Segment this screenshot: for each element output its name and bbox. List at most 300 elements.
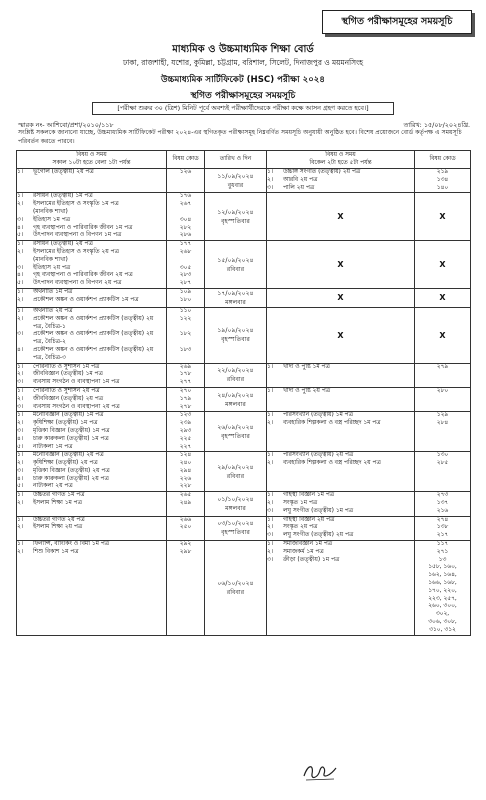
subject-number: ১। xyxy=(17,193,23,200)
subject-name: ইতিহাস ২য় পত্র xyxy=(33,264,71,271)
date-value: ২৯/০৯/২০২৪ xyxy=(217,463,254,471)
no-exam-mark: X xyxy=(415,241,471,289)
subject-name: চারু কারুকলা (তত্ত্বীয়) ১ম পত্র xyxy=(33,435,109,442)
subject-code xyxy=(167,324,204,332)
subject-name: আরবি ২য় পত্র xyxy=(283,176,318,183)
date-value: ০৬/১০/২০২৪ xyxy=(217,579,254,587)
memo-date: তারিখ: ১৫/০৮/২০২৪খ্রি. xyxy=(403,121,470,129)
subject-code: ২৩৯ xyxy=(179,420,192,427)
subject-number: ৩। xyxy=(17,427,23,434)
schedule-body xyxy=(17,169,471,636)
subject-line xyxy=(17,452,166,460)
subject-line xyxy=(17,371,166,379)
morning-codes xyxy=(167,241,205,289)
subject-code: ১৫৮, ১৬০, xyxy=(428,564,457,571)
afternoon-codes xyxy=(415,169,471,193)
subject-name: চারু কারুকলা (তত্ত্বীয়) ২য় পত্র xyxy=(33,475,109,482)
subject-code: ১১৭ xyxy=(436,541,449,548)
subject-number: ১। xyxy=(267,363,273,370)
morning-codes xyxy=(167,452,205,492)
table-row xyxy=(17,452,471,492)
subject-line xyxy=(17,436,166,444)
subject-line xyxy=(17,404,166,412)
date-value: ১১/০৯/২০২৪ xyxy=(217,172,254,180)
subject-code: ১৩৮ xyxy=(436,524,449,531)
subject-number: ২। xyxy=(267,500,273,507)
signature xyxy=(300,758,340,784)
subject-number: ২। xyxy=(17,371,23,378)
subject-line xyxy=(267,532,414,540)
subject-line xyxy=(267,517,414,525)
subject-line xyxy=(17,355,166,363)
subject-name: উচ্চতর গণিত ১ম পত্র xyxy=(33,492,85,499)
subject-code: ১০৯ xyxy=(179,288,192,295)
subject-name: অর্থনীতি ২য় পত্র xyxy=(33,307,73,314)
subject-code: ১৭৬ xyxy=(179,193,192,200)
subject-number: ২। xyxy=(17,500,23,507)
subject-name: মনোবিজ্ঞান (তত্ত্বীয়) ২য় পত্র xyxy=(33,452,104,459)
header-code-afternoon: বিষয় কোড xyxy=(415,151,471,169)
afternoon-subjects xyxy=(267,541,415,636)
subject-name: প্রকৌশল অঙ্কন ও ওয়ার্কশপ প্র্যাকটিস (তত্ত্বীয়) ২য় xyxy=(33,346,154,353)
subject-line xyxy=(17,483,166,491)
subject-name: নাট্যকলা ২য় পত্র xyxy=(33,483,73,490)
afternoon-subjects xyxy=(267,387,415,411)
subject-code: ২৭৭ xyxy=(179,379,192,386)
subject-line xyxy=(17,468,166,476)
subject-number: ৩। xyxy=(17,379,23,386)
exam-date xyxy=(205,452,267,492)
subject-code: ১৮২ xyxy=(179,331,192,338)
subject-number: ২। xyxy=(17,460,23,467)
subject-code: ৩০৬, ৩০৮, xyxy=(428,619,457,626)
subject-code: ২২৮ xyxy=(179,483,192,490)
subject-name: প্রকৌশল অঙ্কন ও ওয়ার্কশপ প্র্যাকটিস ১ম পত্র xyxy=(33,296,139,303)
subject-line xyxy=(17,412,166,420)
subject-name: পরিসংখ্যান (তত্ত্বীয়) ২য় পত্র xyxy=(283,452,354,459)
subject-line xyxy=(267,541,414,549)
subject-number: ২। xyxy=(267,524,273,531)
subject-name: সমাজকর্ম ১ম পত্র xyxy=(283,548,324,555)
subject-line xyxy=(17,169,166,177)
date-value: ২২/০৯/২০২৪ xyxy=(217,367,254,375)
subject-name: (মানবিক শাখা) xyxy=(33,208,68,215)
subject-code: ১২৬ xyxy=(179,169,192,175)
subject-name: গার্হস্থ্য বিজ্ঞান ২য় পত্র xyxy=(283,516,335,523)
subject-line xyxy=(17,217,166,225)
subject-line xyxy=(17,280,166,288)
table-row xyxy=(17,541,471,636)
subject-line xyxy=(17,249,166,257)
date-value: ০৩/১০/২০২৪ xyxy=(217,520,254,528)
subject-number: ৩। xyxy=(267,556,273,563)
subject-line xyxy=(267,452,414,460)
subject-line xyxy=(17,420,166,428)
morning-subjects xyxy=(17,241,167,289)
subject-code: ২৯২ xyxy=(179,541,192,548)
subject-name: ইসলাম শিক্ষা ২য় পত্র xyxy=(33,524,83,531)
subject-code: ১৩ xyxy=(438,556,447,563)
morning-codes xyxy=(167,193,205,241)
subject-line xyxy=(17,492,166,500)
subject-number: ৩। xyxy=(267,184,273,191)
afternoon-codes xyxy=(415,452,471,492)
exam-date xyxy=(205,387,267,411)
subject-line xyxy=(17,524,166,532)
table-header-row xyxy=(17,151,471,169)
subject-number: ১। xyxy=(17,387,23,394)
subject-number: ১। xyxy=(17,169,23,175)
subject-number: ১। xyxy=(267,387,273,394)
subject-name: পৌরনীতি ও সুশাসন ১ম পত্র xyxy=(33,363,100,370)
subject-number: ১। xyxy=(17,541,23,548)
subject-code: ২১৬ xyxy=(436,507,449,514)
subject-code: ২২৬ xyxy=(179,475,192,482)
subject-code: ১৩০ xyxy=(436,452,449,459)
subject-name: রসায়ন (তত্ত্বীয়) ২য় পত্র xyxy=(33,241,93,248)
header-date: তারিখ ও দিন xyxy=(205,151,267,169)
subject-code: ২৮০ xyxy=(436,387,449,394)
subject-code: ২৮৭ xyxy=(179,280,192,287)
subject-number: ২। xyxy=(17,296,23,303)
subject-name: উৎপাদন ব্যবস্থাপনা ও বিপণন ২য় পত্র xyxy=(33,280,122,287)
exam-date xyxy=(205,541,267,636)
subject-name: প্রকৌশল অঙ্কন ও ওয়ার্কশপ প্র্যাকটিস (তত্ত্বীয়) ২য় xyxy=(33,315,154,322)
morning-codes xyxy=(167,288,205,307)
subject-name: সমাজবিজ্ঞান ১ম পত্র xyxy=(283,541,333,548)
table-row xyxy=(17,492,471,516)
subject-code: ২৬৫ xyxy=(179,492,192,499)
subject-code: ২৯৩ xyxy=(179,427,192,434)
date-value: ১৯/০৯/২০২৪ xyxy=(217,327,254,335)
subject-name: শিশু বিকাশ ১ম পত্র xyxy=(33,548,79,555)
subject-number: ১। xyxy=(267,412,273,419)
no-exam-mark: X xyxy=(415,307,471,363)
subject-code: ২৬৬ xyxy=(179,516,192,523)
subject-name: খাদ্য ও পুষ্টি ২য় পত্র xyxy=(283,387,331,394)
subject-name: ইসলামের ইতিহাস ও সংস্কৃতি ১ম পত্র xyxy=(33,201,119,208)
date-value: ১২/০৯/২০২৪ xyxy=(217,208,254,216)
subject-name: ব্যবসায় সংগঠন ও ব্যবস্থাপনা ২য় পত্র xyxy=(33,403,120,410)
subject-name: লঘু সংগীত (তত্ত্বীয়) ১ম পত্র xyxy=(283,507,354,514)
exam-date xyxy=(205,363,267,387)
subject-code xyxy=(167,339,204,347)
afternoon-subjects xyxy=(267,452,415,492)
exam-date xyxy=(205,169,267,193)
subject-code: ২৭৮ xyxy=(179,403,192,410)
subject-name: অর্থনীতি ১ম পত্র xyxy=(33,288,73,295)
subject-number: ৩। xyxy=(17,331,23,338)
subject-code: ২৫০ xyxy=(179,524,192,531)
day-value: রবিবার xyxy=(226,376,245,384)
boards-list: ঢাকা, রাজশাহী, যশোর, কুমিল্লা, চট্টগ্রাম, বরিশাল, সিলেট, দিনাজপুর ও ময়মনসিংহ xyxy=(122,58,364,67)
subject-number: ৪। xyxy=(17,435,23,442)
exam-date xyxy=(205,492,267,516)
table-row xyxy=(17,307,471,363)
subject-number: ২। xyxy=(17,315,23,322)
subject-code: ১২৯ xyxy=(436,412,449,419)
subject-number: ১। xyxy=(267,169,273,175)
subject-name: মৃত্তিকা বিজ্ঞান (তত্ত্বীয়) ২য় পত্র xyxy=(33,467,110,474)
subject-name: রসায়ন (তত্ত্বীয়) ১ম পত্র xyxy=(33,193,93,200)
exam-name: উচ্চমাধ্যমিক সার্টিফিকেট (HSC) পরীক্ষা ২০২৪ xyxy=(161,75,325,85)
intro-paragraph: সংশ্লিষ্ট সকলকে জানানো যাচ্ছে, উচ্চমাধ্যমিক সার্টিফিকেট পরীক্ষা ২০২৪-এর স্থগিতকৃত পরীক্ষাসমূহ নিম্নবর্ণিত সময়সূচি অনুযায়ী অনুষ্ঠিত হবে। বিশেষ প্রয়োজনে বোর্ড কর্তৃপক্ষ এ সময়সূচি পরিবর্তন করতে পারবে। xyxy=(18,129,462,145)
subject-code: ১৮৩ xyxy=(179,346,192,353)
day-value: বৃহস্পতিবার xyxy=(221,432,250,440)
subject-number: ৩। xyxy=(17,216,23,223)
subject-code: ১২৩ xyxy=(179,412,192,419)
subject-code: ২৮৩ xyxy=(179,272,192,279)
subject-code: ২৮২ xyxy=(179,224,192,231)
afternoon-codes xyxy=(415,363,471,387)
subject-number: ১। xyxy=(17,363,23,370)
subject-name: ফিন্যান্স, ব্যাংকিং ও বিমা ১ম পত্র xyxy=(33,541,110,548)
table-row xyxy=(17,169,471,193)
subject-code: ১৮০ xyxy=(179,296,192,303)
subject-code: ১২৪ xyxy=(179,452,192,459)
morning-codes xyxy=(167,492,205,516)
subject-number: ৫। xyxy=(17,443,23,450)
subject-number: ১। xyxy=(267,541,273,548)
subject-line xyxy=(17,549,166,557)
subject-line xyxy=(17,232,166,240)
afternoon-subjects xyxy=(267,492,415,516)
subject-code: ৩১০, ৩১২ xyxy=(429,626,456,633)
subject-number: ১। xyxy=(17,452,23,459)
table-row xyxy=(17,387,471,411)
subject-name: ব্যবহারিক শিল্পকলা ও বস্ত্র পরিচ্ছদ ১ম পত্র xyxy=(283,420,381,427)
board-name: মাধ্যমিক ও উচ্চমাধ্যমিক শিক্ষা বোর্ড xyxy=(172,44,314,55)
afternoon-codes xyxy=(415,387,471,411)
subject-number: ২। xyxy=(267,460,273,467)
subject-code: ১২২ xyxy=(179,315,192,322)
subject-code: ৩০৫ xyxy=(179,264,192,271)
morning-subjects xyxy=(17,452,167,492)
subject-code: ১৬৬, ১৬৮, xyxy=(428,580,457,587)
table-row xyxy=(17,288,471,307)
subject-name: মৃত্তিকা বিজ্ঞান (তত্ত্বীয়) ১ম পত্র xyxy=(33,427,110,434)
exam-date xyxy=(205,412,267,452)
header-morning-subject xyxy=(17,151,167,169)
day-value: রবিবার xyxy=(226,588,245,596)
subject-name: পত্র, বৈচিত্র-১ xyxy=(33,323,66,330)
subject-name: পত্র, বৈচিত্র-৩ xyxy=(33,354,66,361)
subject-code: ১৭০, ২২০, xyxy=(428,587,457,594)
date-value: ১৭/০৯/২০২৪ xyxy=(217,289,254,297)
day-value: মঙ্গলবার xyxy=(225,298,246,306)
subject-line xyxy=(267,169,414,177)
subject-name: লঘু সংগীত (তত্ত্বীয়) ২য় পত্র xyxy=(283,532,354,539)
day-value: বৃহস্পতিবার xyxy=(221,529,250,537)
subject-line xyxy=(267,364,414,372)
morning-codes xyxy=(167,169,205,193)
subject-number: ৩। xyxy=(267,532,273,539)
subject-name: উচ্চাঙ্গ সংগীত (তত্ত্বীয়) ২য় পত্র xyxy=(283,169,361,175)
subject-code: ২৭৯ xyxy=(436,363,449,370)
exam-date xyxy=(205,288,267,307)
schedule-table xyxy=(16,150,471,636)
day-value: মঙ্গলবার xyxy=(225,400,246,408)
day-value: বৃহস্পতিবার xyxy=(221,217,250,225)
subject-name: পত্র, বৈচিত্র-২ xyxy=(33,339,66,346)
no-exam-mark: X xyxy=(267,288,415,307)
exam-date xyxy=(205,193,267,241)
subject-code: ২২৫ xyxy=(179,435,192,442)
subject-name: প্রকৌশল অঙ্কন ও ওয়ার্কশপ প্র্যাকটিস (তত্ত্বীয়) ২য় xyxy=(33,331,154,338)
subject-line xyxy=(267,500,414,508)
afternoon-codes xyxy=(415,492,471,516)
subject-name: জীববিজ্ঞান (তত্ত্বীয়) ১ম পত্র xyxy=(33,371,103,378)
subject-number: ৫। xyxy=(17,483,23,490)
morning-subjects xyxy=(17,412,167,452)
subject-line xyxy=(267,492,414,500)
subject-code xyxy=(167,209,204,217)
exam-date xyxy=(205,307,267,363)
subject-code: ২৭০ xyxy=(179,387,192,394)
subject-name: গৃহ ব্যবস্থাপনা ও পারিবারিক জীবন ১ম পত্র xyxy=(33,224,133,231)
subject-code: ১৩৭ xyxy=(436,500,449,507)
subject-line xyxy=(17,379,166,387)
day-value: মঙ্গলবার xyxy=(225,504,246,512)
subject-name: ক্রীড়া (তত্ত্বীয়) ১ম পত্র xyxy=(283,556,340,563)
subject-name: পৌরনীতি ও সুশাসন ২য় পত্র xyxy=(33,387,100,394)
subject-line xyxy=(267,177,414,185)
table-row xyxy=(17,516,471,540)
subject-name: ব্যবসায় সংগঠন ও ব্যবস্থাপনা ১ম পত্র xyxy=(33,379,120,386)
day-value: বৃহস্পতিবার xyxy=(221,336,250,344)
subject-name: ইতিহাস ১ম পত্র xyxy=(33,216,71,223)
afternoon-subjects xyxy=(267,169,415,193)
schedule-title: স্থগিত পরীক্ষাসমূহের সময়সূচি xyxy=(190,91,296,101)
subject-number: ২। xyxy=(267,548,273,555)
subject-code: ৩০২, xyxy=(435,611,450,618)
subject-number: ২। xyxy=(17,548,23,555)
subject-code: ২৪০ xyxy=(179,460,192,467)
exam-date xyxy=(205,516,267,540)
subject-name: নাট্যকলা ১ম পত্র xyxy=(33,443,73,450)
subject-code: ১৩৪ xyxy=(436,176,449,183)
date-value: ১৫/০৯/২০২৪ xyxy=(217,256,254,264)
morning-codes xyxy=(167,412,205,452)
subject-line xyxy=(17,460,166,468)
subject-line xyxy=(17,396,166,404)
header-afternoon-time: বিকেল ২টা হতে ৫টা পর্যন্ত xyxy=(309,159,372,166)
subject-name: সংস্কৃত ১ম পত্র xyxy=(283,500,318,507)
day-value: রবিবার xyxy=(226,472,245,480)
subject-number: ৪। xyxy=(17,346,23,353)
subject-name: পরিসংখ্যান (তত্ত্বীয়) ১ম পত্র xyxy=(283,412,353,419)
subject-line xyxy=(267,460,414,468)
subject-code: ২৯৮ xyxy=(179,548,192,555)
header-morning-subject-label: বিষয় ও সময় xyxy=(76,152,107,158)
header-code: বিষয় কোড xyxy=(167,151,205,169)
morning-codes xyxy=(167,307,205,363)
subject-line xyxy=(17,347,166,355)
afternoon-subjects xyxy=(267,412,415,452)
morning-codes xyxy=(167,387,205,411)
subject-number: ৩। xyxy=(17,403,23,410)
subject-line xyxy=(17,428,166,436)
table-row xyxy=(17,241,471,289)
subject-line xyxy=(17,541,166,549)
subject-name: ইসলামের ইতিহাস ও সংস্কৃতি ২য় পত্র xyxy=(33,248,119,255)
subject-code xyxy=(167,355,204,363)
subject-code: ২১৯ xyxy=(436,169,449,175)
subject-code: ৩০৪ xyxy=(179,216,192,223)
subject-line xyxy=(17,241,166,249)
subject-number: ৫। xyxy=(17,232,23,239)
subject-code: ২২৩, ২৫৭, xyxy=(428,595,457,602)
exam-date xyxy=(205,241,267,289)
subject-line xyxy=(17,500,166,508)
subject-code: ২৭৪ xyxy=(436,516,449,523)
subject-number: ১। xyxy=(267,492,273,499)
subject-line xyxy=(17,388,166,396)
header-afternoon-subject xyxy=(267,151,415,169)
memo-number: স্মারক নং- আশিবো/প্রশা/২০১০/১১৮ xyxy=(18,121,114,129)
morning-subjects xyxy=(17,288,167,307)
afternoon-subjects xyxy=(267,363,415,387)
subject-name: মনোবিজ্ঞান (তত্ত্বীয়) ১ম পত্র xyxy=(33,412,104,419)
subject-code: ২২৭ xyxy=(179,443,192,450)
subject-number: ১। xyxy=(17,307,23,314)
no-exam-mark: X xyxy=(267,241,415,289)
subject-code: ২১৭ xyxy=(436,532,449,539)
subject-name: (মানবিক শাখা) xyxy=(33,256,68,263)
subject-line xyxy=(17,331,166,339)
subject-name: ইসলাম শিক্ষা ১ম পত্র xyxy=(33,500,83,507)
morning-subjects xyxy=(17,541,167,636)
subject-code: ২৪৯ xyxy=(179,500,192,507)
subject-number: ১। xyxy=(17,516,23,523)
subject-line xyxy=(17,289,166,297)
date-value: ০১/১০/২০২৪ xyxy=(217,495,254,503)
subject-line xyxy=(17,297,166,305)
subject-code: ১৭৯ xyxy=(179,395,192,402)
subject-line xyxy=(17,257,166,265)
subject-line xyxy=(267,388,414,396)
subject-number: ১। xyxy=(17,492,23,499)
date-value: ২৪/০৯/২০২৪ xyxy=(217,391,254,399)
subject-number: ২। xyxy=(267,420,273,427)
exam-notice: [পরীক্ষা শুরুর ৩০ (ত্রিশ) মিনিট পূর্বে অবশ্যই পরীক্ষার্থীদেরকে পরীক্ষা কক্ষে আসন গ্রহণ করতে হবে।] xyxy=(92,102,394,115)
subject-number: ১। xyxy=(267,452,273,459)
header-morning-time: সকাল ১০টা হতে বেলা ১টা পর্যন্ত xyxy=(52,159,131,166)
day-value: রবিবার xyxy=(226,265,245,273)
subject-line xyxy=(17,272,166,280)
subject-number: ৩। xyxy=(17,467,23,474)
subject-number: ৫। xyxy=(17,280,23,287)
schedule-title-box: স্থগিত পরীক্ষাসমূহের সময়সূচি xyxy=(322,10,472,34)
no-exam-mark: X xyxy=(415,193,471,241)
subject-line xyxy=(267,508,414,516)
subject-number: ৩। xyxy=(17,264,23,271)
subject-code: ২৯৪ xyxy=(179,467,192,474)
subject-name: খাদ্য ও পুষ্টি ১ম পত্র xyxy=(283,363,330,370)
morning-subjects xyxy=(17,307,167,363)
subject-name: সংস্কৃত ২য় পত্র xyxy=(283,524,318,531)
subject-code: ২৭৩ xyxy=(436,492,449,499)
subject-code: ১১০ xyxy=(179,307,192,314)
subject-code: ২৮৬ xyxy=(179,232,192,239)
subject-name: কৃষিশিক্ষা (তত্ত্বীয়) ২য় পত্র xyxy=(33,460,98,467)
subject-number: ৩। xyxy=(267,507,273,514)
no-exam-mark: X xyxy=(267,307,415,363)
date-value: ২৬/০৯/২০২৪ xyxy=(217,423,254,431)
subject-line xyxy=(267,557,414,565)
subject-name: গৃহ ব্যবস্থাপনা ও পারিবারিক জীবন ২য় পত্র xyxy=(33,272,133,279)
subject-code: ১৬২, ১৬৪, xyxy=(428,572,457,579)
